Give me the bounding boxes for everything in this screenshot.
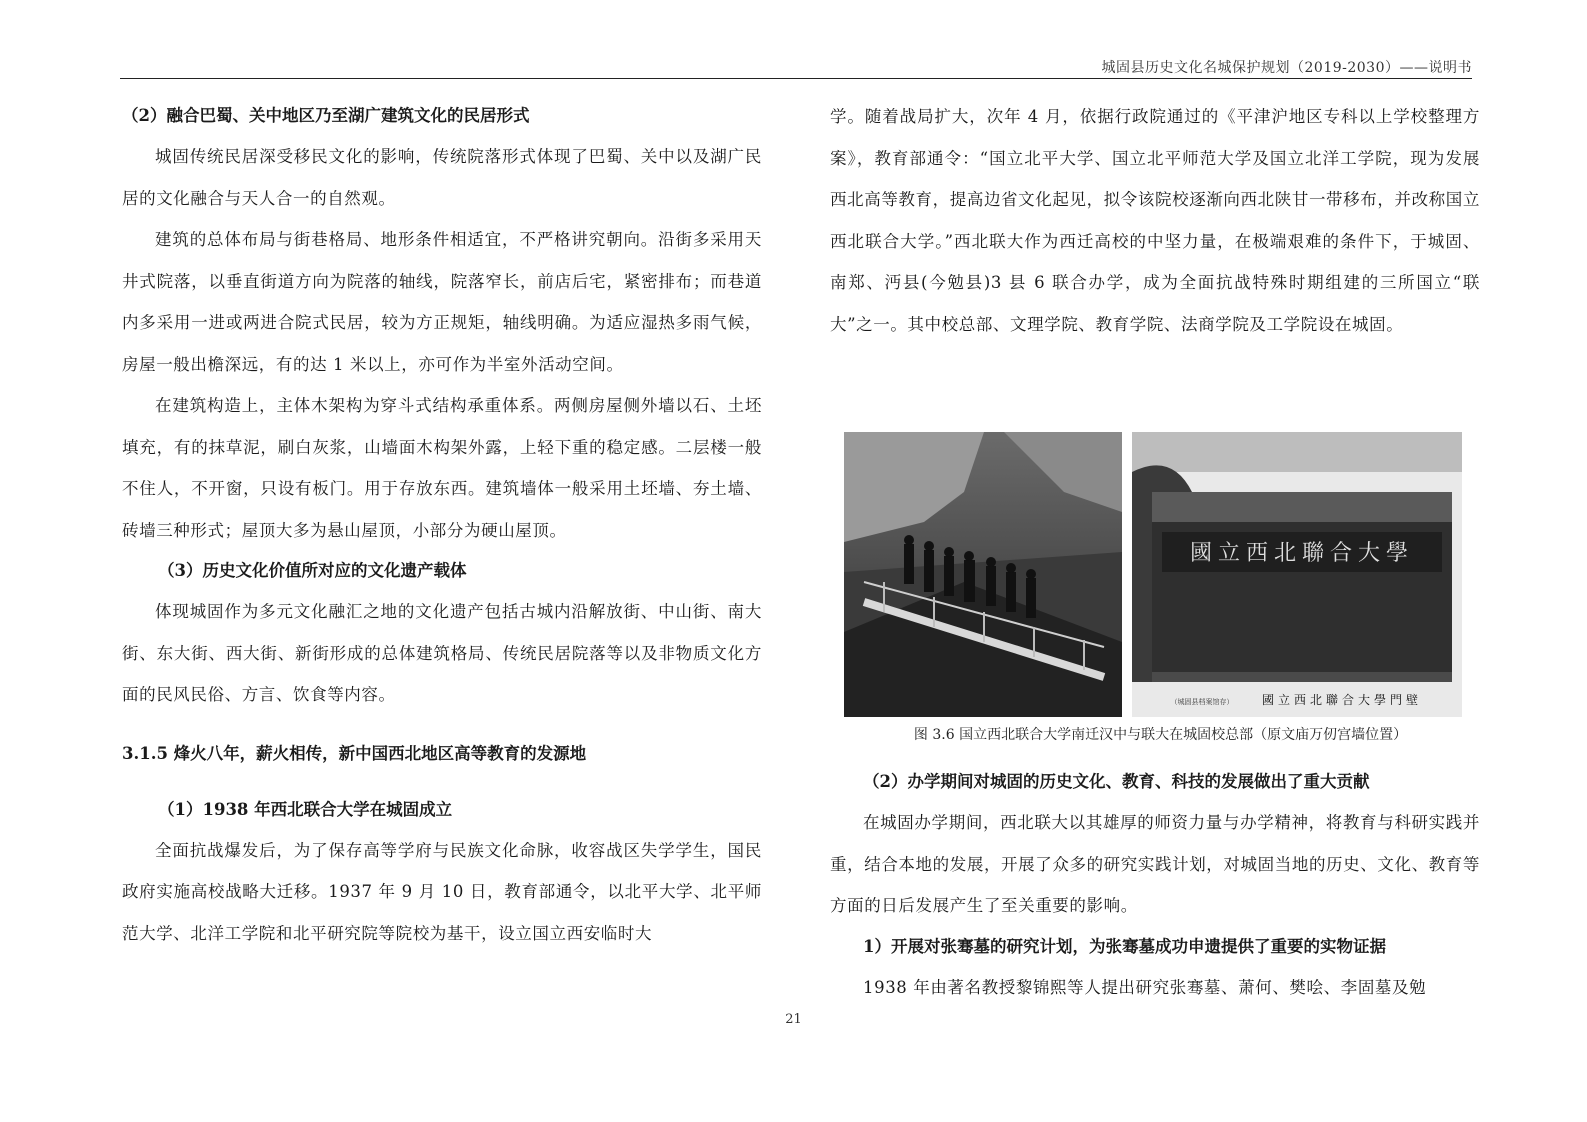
paragraph-building-structure: 在建筑构造上，主体木架构为穿斗式结构承重体系。两侧房屋侧外墙以石、土坯填充，有的抹草泥，刷白灰浆，山墙面木构架外露，上轻下重的稳定感。二层楼一般不住人，不开窗，只设有板门。用于存放东西。建筑墙体一般采用土坯墙、夯土墙、砖墙三种形式；屋顶大多为悬山屋顶，小部分为硬山屋顶。 (122, 396, 762, 540)
paragraph-contributions: 在城固办学期间，西北联大以其雄厚的师资力量与办学精神，将教育与科研实践并重，结合本地的发展，开展了众多的研究实践计划，对城固当地的历史、文化、教育等方面的日后发展产生了至关重要的影响。 (830, 813, 1480, 915)
subsection-heading-zhangqian-tomb: 1）开展对张骞墓的研究计划，为张骞墓成功申遗提供了重要的实物证据 (863, 936, 1386, 956)
section-heading-heritage-carrier: （3）历史文化价值所对应的文化遗产载体 (158, 561, 467, 580)
photo-university-gate-wall (1132, 432, 1462, 717)
paragraph-building-layout: 建筑的总体布局与街巷格局、地形条件相适宜，不严格讲究朝向。沿街多采用天井式院落，以垂直街道方向为院落的轴线，院落窄长，前店后宅，紧密排布；而巷道内多采用一进或两进合院式民居，较为方正规矩，轴线明确。为适应湿热多雨气候，房屋一般出檐深远，有的达 1 米以上，亦可作为半室外活动空间。 (122, 230, 762, 374)
left-column (122, 96, 762, 954)
document-header-title: 城固县历史文化名城保护规划（2019-2030）——说明书 (1101, 60, 1472, 76)
right-column (830, 96, 1480, 345)
chapter-heading-3-1-5: 3.1.5 烽火八年，薪火相传，新中国西北地区高等教育的发源地 (122, 743, 587, 763)
paragraph-residential-culture: 城固传统民居深受移民文化的影响，传统院落形式体现了巴蜀、关中以及湖广民居的文化融合与天人合一的自然观。 (122, 147, 762, 208)
figure-3-6 (844, 432, 1477, 762)
photo-migration-bridge (844, 432, 1122, 717)
gate-sign-text: 國立西北聯合大學 (1189, 541, 1415, 566)
paragraph-zhangqian-tomb: 1938 年由著名教授黎锦熙等人提出研究张骞墓、萧何、樊哙、李固墓及勉 (863, 977, 1427, 997)
gate-photo-source: （城固县档案馆存） (1170, 698, 1234, 706)
figure-caption: 图 3.6 国立西北联合大学南迁汉中与联大在城固校总部（原文庙万仞宫墙位置） (913, 727, 1408, 743)
page-number: 21 (785, 1012, 802, 1027)
section-heading-northwest-university: （1）1938 年西北联合大学在城固成立 (158, 799, 453, 819)
section-heading-contributions: （2）办学期间对城固的历史文化、教育、科技的发展做出了重大贡献 (863, 772, 1370, 791)
paragraph-heritage-carrier: 体现城固作为多元文化融汇之地的文化遗产包括古城内沿解放街、中山街、南大街、东大街、西大街、新街形成的总体建筑格局、传统民居院落等以及非物质文化方面的民风民俗、方言、饮食等内容。 (122, 602, 762, 704)
section-heading-residential-form: （2）融合巴蜀、关中地区乃至湖广建筑文化的民居形式 (122, 106, 530, 125)
right-column-lower (830, 762, 1480, 1008)
paragraph-university-migration: 全面抗战爆发后，为了保存高等学府与民族文化命脉，收容战区失学学生，国民政府实施高校战略大迁移。1937 年 9 月 10 日，教育部通令，以北平大学、北平师范大学、北洋工学院和北平研究院等院校为基干，设立国立西安临时大 (122, 840, 762, 943)
gate-photo-caption: 國立西北聯合大學門壁 (1261, 693, 1423, 707)
paragraph-university-migration-continued: 学。随着战局扩大，次年 4 月，依据行政院通过的《平津沪地区专科以上学校整理方案》，教育部通令：“国立北平大学、国立北平师范大学及国立北洋工学院，现为发展西北高等教育，提高边省文化起见，拟令该院校逐渐向西北陕甘一带移布，并改称国立西北联合大学。”西北联大作为西迁高校的中坚力量，在极端艰难的条件下，于城固、南郑、沔县(今勉县)3 县 6 联合办学，成为全面抗战特殊时期组建的三所国立“联大”之一。其中校总部、文理学院、教育学院、法商学院及工学院设在城固。 (830, 107, 1480, 334)
header-divider (120, 78, 1472, 79)
